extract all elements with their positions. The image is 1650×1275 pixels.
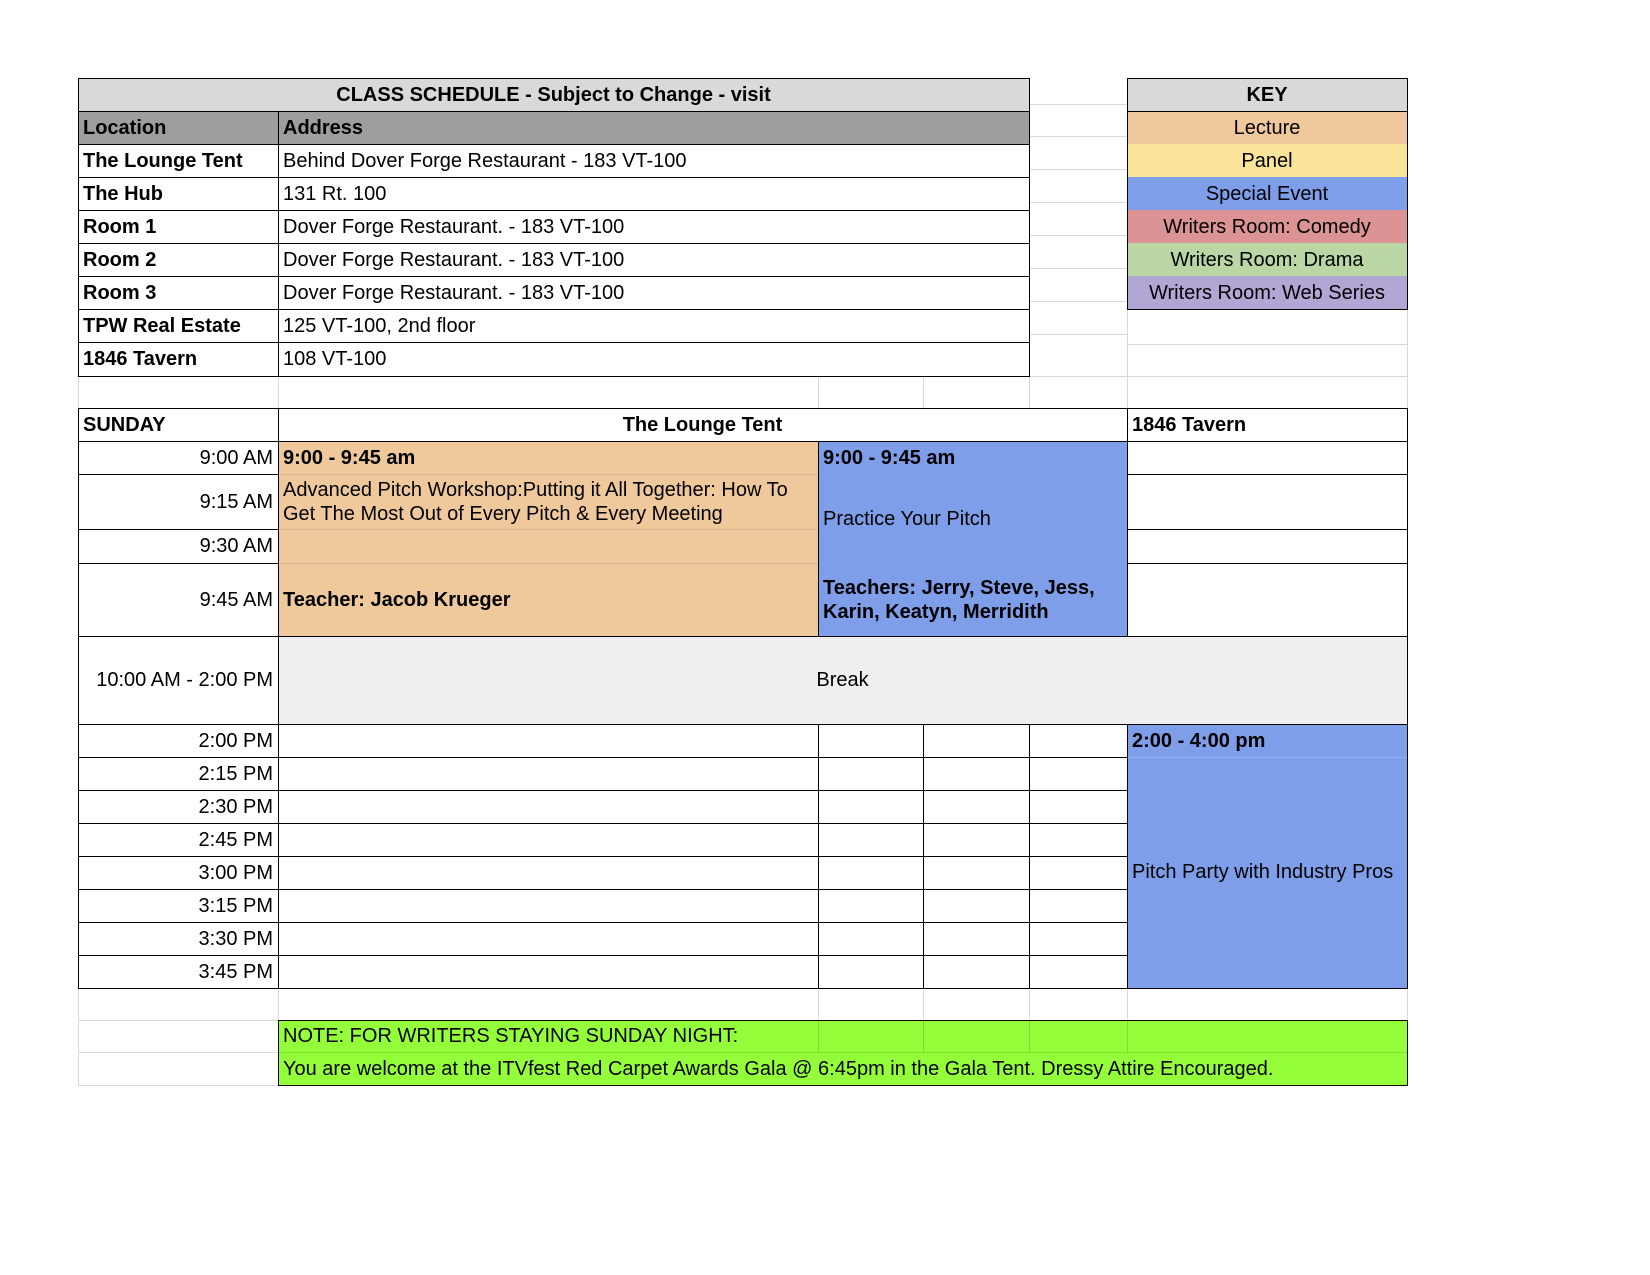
time-label: 9:00 AM bbox=[199, 446, 273, 469]
address-header: Address bbox=[278, 111, 1029, 144]
note-line-1: NOTE: FOR WRITERS STAYING SUNDAY NIGHT: bbox=[283, 1025, 739, 1047]
key-writers-room-web-series: Writers Room: Web Series bbox=[1127, 276, 1407, 309]
border bbox=[1127, 724, 1128, 988]
gridline bbox=[1029, 104, 1127, 105]
time-label: 2:30 PM bbox=[198, 795, 273, 818]
time-label: 3:45 PM bbox=[198, 960, 273, 983]
border bbox=[923, 724, 924, 988]
special-event-title: Practice Your Pitch bbox=[823, 507, 991, 530]
gridline bbox=[1029, 988, 1030, 1020]
key-title: KEY bbox=[1127, 78, 1407, 111]
gridline bbox=[78, 988, 79, 1085]
time-label: 3:15 PM bbox=[198, 894, 273, 917]
break-cell: Break bbox=[278, 636, 1407, 724]
gridline bbox=[818, 376, 819, 408]
gridline bbox=[818, 988, 819, 1020]
gridline bbox=[78, 1052, 278, 1053]
border bbox=[78, 144, 1030, 145]
location-cell: Room 3 bbox=[83, 281, 157, 304]
time-label: 9:45 AM bbox=[199, 588, 273, 611]
border bbox=[1127, 474, 1408, 475]
border bbox=[1127, 529, 1408, 530]
border bbox=[78, 922, 1127, 923]
border bbox=[78, 309, 1030, 310]
border bbox=[278, 111, 279, 376]
address-cell: Behind Dover Forge Restaurant - 183 VT-100 bbox=[283, 149, 687, 172]
border bbox=[78, 376, 1030, 377]
border bbox=[78, 276, 1030, 277]
key-special-event: Special Event bbox=[1127, 177, 1407, 210]
gridline bbox=[1029, 334, 1127, 335]
border bbox=[78, 111, 1030, 112]
border bbox=[1127, 408, 1128, 636]
border bbox=[1029, 78, 1030, 376]
lecture-title: Advanced Pitch Workshop:Putting it All Together: How To Get The Most Out of Every Pitch & Every Meeting bbox=[283, 478, 788, 525]
border bbox=[1127, 309, 1408, 310]
border bbox=[78, 177, 1030, 178]
gridline bbox=[1029, 235, 1127, 236]
key-lecture: Lecture bbox=[1127, 111, 1407, 144]
border bbox=[1407, 1020, 1408, 1085]
border bbox=[78, 856, 1127, 857]
gridline bbox=[1029, 169, 1127, 170]
key-writers-room-comedy: Writers Room: Comedy bbox=[1127, 210, 1407, 243]
border bbox=[78, 78, 79, 376]
gridline bbox=[1029, 202, 1127, 203]
border bbox=[78, 563, 278, 564]
border bbox=[78, 474, 278, 475]
gridline bbox=[1127, 344, 1407, 345]
border bbox=[278, 408, 279, 988]
border bbox=[78, 988, 1408, 989]
gridline bbox=[78, 376, 79, 408]
time-label: 9:30 AM bbox=[199, 535, 273, 557]
gridline bbox=[278, 529, 818, 530]
border bbox=[78, 823, 1127, 824]
break-time: 10:00 AM - 2:00 PM bbox=[96, 669, 273, 691]
border bbox=[818, 724, 819, 988]
location-cell: TPW Real Estate bbox=[83, 314, 241, 337]
gridline bbox=[1029, 136, 1127, 137]
venue-header-lounge-tent: The Lounge Tent bbox=[622, 413, 783, 436]
venue-header-1846-tavern: 1846 Tavern bbox=[1132, 413, 1247, 436]
border bbox=[278, 1020, 1408, 1021]
address-cell: 125 VT-100, 2nd floor bbox=[283, 314, 476, 337]
border bbox=[278, 1085, 1408, 1086]
border bbox=[78, 243, 1030, 244]
border bbox=[278, 1020, 279, 1085]
gridline bbox=[1029, 376, 1030, 408]
border bbox=[1029, 724, 1030, 988]
border bbox=[1407, 408, 1408, 988]
time-label: 9:15 AM bbox=[199, 490, 273, 513]
day-header: SUNDAY bbox=[83, 413, 166, 436]
gridline bbox=[1029, 301, 1127, 302]
address-cell: Dover Forge Restaurant. - 183 VT-100 bbox=[283, 215, 625, 238]
border bbox=[78, 78, 1030, 79]
lecture-time: 9:00 - 9:45 am bbox=[283, 446, 416, 469]
border bbox=[78, 955, 1127, 956]
time-label: 3:30 PM bbox=[198, 927, 273, 950]
gridline bbox=[1127, 757, 1407, 758]
border bbox=[1127, 563, 1408, 564]
gridline bbox=[78, 1085, 278, 1086]
gridline bbox=[278, 988, 279, 1020]
lecture-teacher: Teacher: Jacob Krueger bbox=[283, 588, 511, 611]
border bbox=[818, 441, 819, 636]
gridline bbox=[923, 376, 924, 408]
time-label: 3:00 PM bbox=[198, 861, 273, 884]
location-cell: Room 2 bbox=[83, 248, 157, 271]
border bbox=[78, 889, 1127, 890]
special-event-teachers: Teachers: Jerry, Steve, Jess, Karin, Keatyn, Merridith bbox=[823, 576, 1095, 623]
tavern-event-title: Pitch Party with Industry Pros bbox=[1132, 861, 1394, 883]
border bbox=[1127, 78, 1408, 79]
location-header: Location bbox=[78, 111, 278, 144]
time-label: 2:15 PM bbox=[198, 762, 273, 785]
note-line-2: You are welcome at the ITVfest Red Carpet Awards Gala @ 6:45pm in the Gala Tent. Dressy Attire Encouraged. bbox=[283, 1057, 1274, 1080]
address-cell: Dover Forge Restaurant. - 183 VT-100 bbox=[283, 248, 625, 271]
time-label: 2:45 PM bbox=[198, 828, 273, 851]
gridline bbox=[1029, 268, 1127, 269]
gridline bbox=[278, 376, 279, 408]
special-event-time: 9:00 - 9:45 am bbox=[823, 446, 956, 469]
time-label: 2:00 PM bbox=[198, 729, 273, 752]
key-writers-room-drama: Writers Room: Drama bbox=[1127, 243, 1407, 276]
border bbox=[78, 529, 278, 530]
border bbox=[1407, 78, 1408, 309]
key-panel: Panel bbox=[1127, 144, 1407, 177]
address-cell: 131 Rt. 100 bbox=[283, 182, 387, 205]
border bbox=[1127, 111, 1408, 112]
border bbox=[1127, 78, 1128, 309]
location-cell: The Lounge Tent bbox=[83, 149, 243, 172]
tavern-event-time: 2:00 - 4:00 pm bbox=[1132, 729, 1266, 752]
border bbox=[78, 790, 1127, 791]
location-cell: 1846 Tavern bbox=[83, 348, 198, 370]
schedule-title: CLASS SCHEDULE - Subject to Change - visit bbox=[78, 78, 1029, 111]
location-cell: Room 1 bbox=[83, 215, 157, 238]
border bbox=[78, 210, 1030, 211]
gridline bbox=[1127, 988, 1128, 1020]
location-cell: The Hub bbox=[83, 182, 163, 205]
border bbox=[78, 757, 1127, 758]
address-cell: Dover Forge Restaurant. - 183 VT-100 bbox=[283, 281, 625, 304]
border bbox=[78, 342, 1030, 343]
address-cell: 108 VT-100 bbox=[283, 348, 387, 370]
border bbox=[78, 408, 79, 988]
gridline bbox=[923, 988, 924, 1020]
